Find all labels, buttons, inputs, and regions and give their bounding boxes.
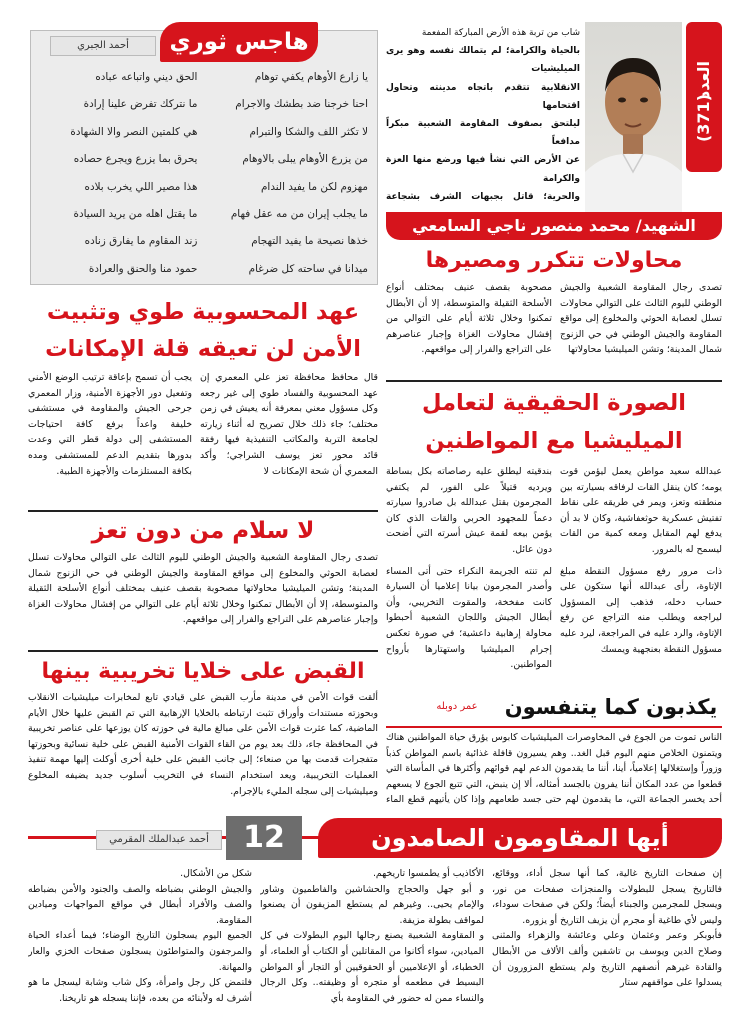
issue-tab — [686, 22, 722, 172]
poem-row — [40, 64, 368, 91]
article1-col-left: مصحوبة بقصف عنيف بمختلف أنواع الأسلحة الثقيلة والمتوسطة، إلا أن الأبطال تمكنوا وخلال ثلاثة أيام على التوالي من إفشال محاولات الغزاة وإجبار عناصرهم على التراجع والفرار إلى مواقعهم. — [386, 282, 552, 356]
bio-line: والحرية؛ قاتل بجبهات الشرف بشجاعة — [386, 191, 580, 202]
poem-verses — [40, 64, 368, 286]
bio-line: شاب من تربة هذه الأرض المباركة المفعمة — [421, 28, 580, 38]
article7-col-3: شكل من الأشكال. والجيش الوطني بضباطه والصف والجنود والأمن بضباطه والصف والأفراد أبطال في مواقع المواجهات وميادين المقاومة. الجميع اليوم يسجلون التاريخ الوضاء؛ فيما أعداء الحياة والمرجفون والمتواطئون يسجلون صفحات الخزي والعار والمهانة. فلتمض كل رجل وامرأة، وكل شاب وشابة ليسجل ما هو أشرف له ولأبنائه من بعده، فإننا يسجله هو تاريخنا. — [28, 868, 252, 1004]
article6-author: عمر دوبله — [418, 698, 496, 716]
article2-col-left: يجب أن تسمح بإعاقة ترتيب الوضع الأمني وتفعيل دور الأجهزة الأمنية، وزار المعمري جرحى الجيش والمقاومة في مستشفى خليفة واعداً برفع كافة احتياجات المستشفى إلى دولة قطر التي وعدت بدورها بتقديم الدعم للمستشفى ومده بكافة المستلزمات والأجهزة الطبية. — [28, 372, 192, 477]
article2-title: عهد المحسوبية طوي وتثبيت الأمن لن تعيقه قلة الإمكانات — [45, 299, 361, 362]
portrait-image — [585, 22, 682, 212]
verse-first-half: من يزرع الأوهام يبلى بالاوهام — [242, 153, 368, 166]
poem-row — [40, 174, 368, 201]
article4-body: تصدى رجال المقاومة الشعبية والجيش الوطني لليوم الثالث على التوالي محاولات تسلل لعصابة الحوثي والمخلوع إلى مواقع المقاومة والجيش الوطني في حي الزنوج شمال المدينة؛ وتشن الميليشيا محاولاتها مصحوبة بقصف عنيف بمختلف أنواع الأسلحة الثقيلة والمتوسطة، إلا أن الأبطال تمكنوا وخلال ثلاثة أيام على التوالي من إفشال محاولات الغزاة وإجبار عناصرهم على التراجع والفرار إلى مواقعهم. — [28, 552, 378, 626]
article2-col-right: قال محافظ محافظة تعز علي المعمري إن عهد المحسوبية والفساد طوي إلى غير رجعه وكل مسؤول معني بمعرفة أنه يعيش في زمن مختلف؛ جاء ذلك خلال تصريح له أثناء زيارته لجامعة التربة والمكاتب التنفيذية فيها رفقة قائد محور تعز يوسف الشراجي؛ وأكد المعمري أن شحة الإمكانات لا — [200, 372, 378, 477]
paragraph: عبدالله سعيد مواطن يعمل ليؤمن قوت يومه؛ كان ينقل القات لرفاقه بسيارته بين منطقته وتعز، ويمر في طريقه على نقاط تفتيش عسكرية حوثعفاشية، وكان لا بد أن يدفع لهم المقابل ومعه كمية من القات ليسمح له بالمرور. — [560, 466, 722, 555]
paragraph: لم تنته الجريمة النكراء حتى أتى المساء وأصدر المجرمون بيانا إعلاميا أن السيارة كانت مفخخة، والمقوت التخريبي، وأن أبطال الجيش واللجان الشعبية أحبطوا محاولة إرهابية داعشية؛ في صورة تعكس إجرام الميليشيا واستهتارها بأرواح المواطنين. — [386, 565, 552, 671]
article3-title: الصورة الحقيقية لتعامل الميليشيا مع المواطنين — [422, 390, 686, 454]
verse-first-half: ما يجلب إيران من مه عقل فهام — [230, 208, 368, 221]
verse-second-half: ما يقتل اهله من يريد السيادة — [73, 208, 198, 221]
verse-second-half: ما نتركك تفرض علينا إرادة — [83, 98, 198, 111]
paragraph: بندقيته ليطلق عليه رصاصاته بكل بساطة ويرديه قتيلاً على الفور، لم يكتفي المجرمون بقتل عبدالله بل صادروا سيارته دعماً للمجهود الحربي والقات الذي كان يؤمن بيعه لقمة عيش أسرته التي أضحت دون عائل. — [386, 466, 552, 555]
verse-first-half: يا زارع الأوهام يكفي توهام — [254, 71, 368, 83]
poem-row — [40, 91, 368, 118]
martyr-bio — [386, 24, 580, 210]
verse-first-half: لا تكثر اللف والشكا والتبرام — [249, 125, 368, 138]
poem-row — [40, 119, 368, 146]
poem-title: هاجس ثوري — [160, 22, 318, 62]
poem-row — [40, 201, 368, 228]
bio-line: بالحياة والكرامة؛ لم يتمالك نفسه وهو يرى الميليشيات — [386, 46, 580, 75]
martyr-caption: الشهيد/ محمد منصور ناجي السامعي — [386, 212, 722, 240]
verse-second-half: يحرق بما يزرع ويجرع حصاده — [73, 153, 198, 166]
page-number: 12 — [226, 816, 302, 860]
verse-first-half: ميدانا في ساحته كل ضرغام — [248, 262, 368, 275]
article7-author: أحمد عبدالملك المقرمي — [96, 830, 222, 850]
article5-title: القبض على خلايا تخريبية بينها — [41, 659, 365, 684]
verse-first-half — [211, 283, 368, 286]
divider — [28, 650, 378, 652]
article4-title: لا سلام من دون تعز — [91, 518, 315, 544]
issue-number: (371) — [694, 93, 713, 143]
verse-second-half: حمود منا والحنق والعرادة — [88, 262, 198, 275]
article1-title: محاولات تتكرر ومصيرها — [425, 248, 683, 273]
paragraph: ذات مرور رفع مسؤول النقطة مبلغ الإتاوة، رأى عبدالله أنها ستكون على حساب دخله، فذهب إلى المسؤول ليراجعه ويطلب منه التراجع عن رفع الإتاوة، والرد عليه في المراجعة، ليرد عليه مسؤول النقطة بعنجهية ويمسك — [560, 565, 722, 655]
verse-second-half: الحق ديني واتباعه عباده — [95, 71, 198, 83]
article5-body: ألقت قوات الأمن في مدينة مأرب القبض على قيادي تابع لمخابرات ميليشيات الانقلاب وبحوزته مستندات وأوراق تثبت ارتباطه بالخلايا الإرهابية التي تم القبض عليها خلال الأيام الماضية، كما عثرت قوات الأمن على مبالغ مالية في حوزته كان يوزعها على عناصر تخريبية في المحافظة جاء، ذلك بعد يوم من القاء القوات الأمنية القبض على خلية نسائية وبحوزتها متفجرات قدمت بها من صنعاء؛ إلى جانب القبض على خلية أخرى أوكلت إليها مهمة تنفيذ العمليات التخريبية، ويعد استخدام النساء في التخريب أسلوب جديد يضيفه المخلوع وميليشيات إلى سجله المليء بالإجرام. — [28, 692, 378, 797]
verse-first-half: مهزوم لكن ما يفيد الندام — [261, 180, 368, 193]
verse-second-half — [40, 283, 197, 286]
poem-row — [40, 283, 368, 286]
article7-title: أيها المقاومون الصامدون — [318, 818, 722, 858]
article6-title: يكذبون كما يتنفسون — [504, 695, 718, 719]
verse-second-half: هذا مصير اللي يخرب بلاده — [84, 180, 198, 193]
article3-col-right — [560, 464, 722, 688]
poem-row — [40, 256, 368, 283]
verse-second-half: زند المقاوم ما يفارق زناده — [84, 235, 198, 248]
bio-line: الانقلابية تتقدم باتجاه مدينته وتحاول اقتحامها — [386, 82, 580, 111]
bio-line: عن الأرض التي نشأ فيها ورضع منها العزة والكرامة — [386, 155, 580, 184]
divider — [28, 510, 378, 512]
divider — [386, 380, 722, 382]
poem-row — [40, 228, 368, 255]
verse-first-half: احنا خرجنا ضد بطشك والاجرام — [235, 98, 368, 111]
poem-author: أحمد الجبري — [50, 36, 156, 56]
bio-line: ليلتحق بصفوف المقاومة الشعبية مبكراً مدافعاً — [386, 119, 580, 148]
article7-col-1: إن صفحات التاريخ غالية، كما أنها سجل أداء، ووقائع، فالتاريخ يسجل للبطولات والمنجزات صفحات من نور، ويسجل للمجرمين والجبناء أيضاً؛ ولكن في صفحات سوداء، وليس لأي طاغية أو مجرم أن يزيف التاريخ أو يزوره. فأبوبكر وعمر وعثمان وعلي وعائشة والزهراء والمثنى وصلاح الدين ويوسف بن تاشفين وألف الألاف من الأبطال والقادة غيرهم أنصفهم التاريخ ولم يستطع المزورون أن يسدلوا على مواقفهم ستار — [492, 868, 722, 989]
article6-body: الناس تموت من الجوع في المخاوصرات الميليشيات كابوس يؤرق حياة المواطنين هناك ويتمنون الخلاص منهم اليوم قبل الغد.. وهم يسيرون قافلة غذائية باسم المواطن كذباً وزوراً وإستغلالها إعلامياً، أينا، أننا ما يقدمون الدعم لهم قوائهم وأكثرها في المأساة التي قطعوا من عدد المكان أننا يفرون بالجسد أمثاله، ألا إن ينبض، التي تتبع الجوع لا يسعهم أحد يخسر الجماعة التي، ما يقدمون لهم حتى جسد طعامهم وإذا كان يأتيهم قطع الماء — [386, 732, 722, 806]
martyr-photo — [585, 22, 682, 212]
article7-col-2: الأكاذيب أو يطمسوا تاريخهم. و أبو جهل والحجاج والحشاشين والفاطميون وشاور والإمام يحيى.. وغيرهم لم يستطع المزيفون أن يصنعوا لمواقف بطولة مزيفة. و المقاومة الشعبية يصنع رجالها اليوم البطولات في كل الميادين، سواء أكانوا من المقاتلين أو الكتاب أو العلماء، أو الخطباء، أو الإعلاميين أو الحقوقيين أو التجار أو المواطن البسيط في مطعمه أو متجره أو وظيفته.. وكل الرجال والنساء ممن له حضور في المقاومة بأي — [260, 868, 484, 1004]
verse-first-half: خذها نصيحة ما يفيد التهجام — [251, 235, 368, 248]
article6-underline — [386, 726, 722, 728]
issue-label: العدد — [694, 61, 713, 99]
article3-col-left — [386, 464, 552, 688]
article1-col-right: تصدى رجال المقاومة الشعبية والجيش الوطني لليوم الثالث على التوالي محاولات تسلل لعصابة الحوثي والمخلوع إلى مواقع المقاومة والجيش الوطني في حي الزنوج شمال المدينة؛ وتشن الميليشيا محاولاتها — [560, 282, 722, 356]
verse-second-half: هي كلمتين النصر والا الشهادة — [70, 125, 198, 138]
poem-row — [40, 146, 368, 173]
